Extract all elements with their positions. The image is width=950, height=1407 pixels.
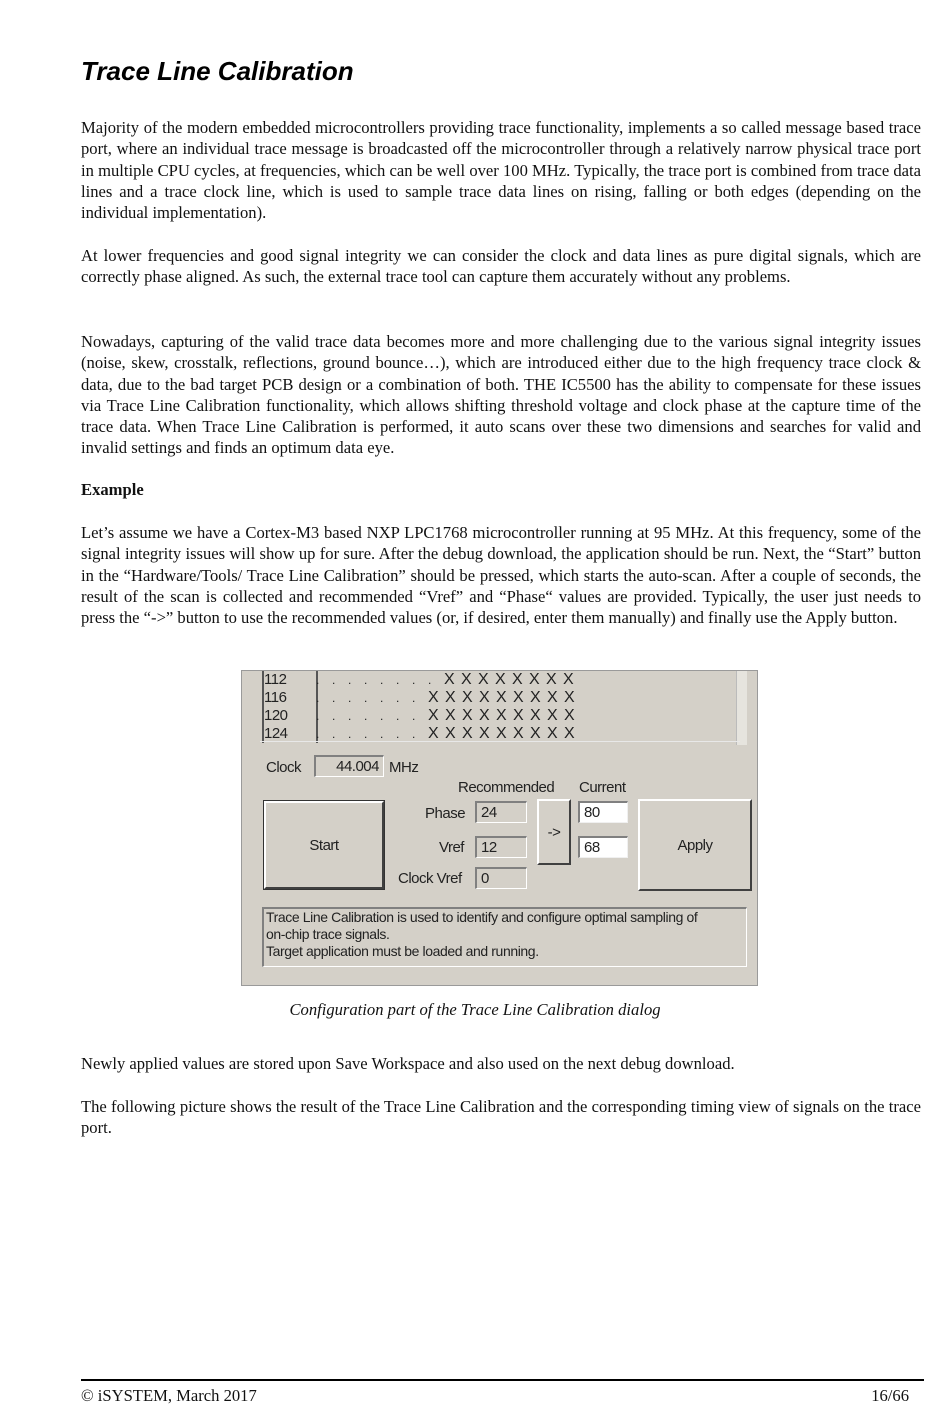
grid-cell-invalid: X xyxy=(564,689,575,706)
grid-cell-invalid: X xyxy=(547,689,558,706)
grid-cell-invalid: X xyxy=(445,689,456,706)
grid-cells xyxy=(316,689,581,707)
grid-cell-invalid: X xyxy=(563,671,574,688)
grid-cell-valid: . xyxy=(428,673,431,687)
info-line: Target application must be loaded and running. xyxy=(266,943,539,959)
grid-cells xyxy=(316,725,581,743)
grid-cell-invalid: X xyxy=(479,725,490,742)
grid-cell-valid: . xyxy=(396,673,399,687)
grid-cell-valid: . xyxy=(412,727,415,741)
grid-cell-valid: . xyxy=(364,709,367,723)
grid-row-label: 120 xyxy=(264,707,288,724)
grid-row-label: 124 xyxy=(264,725,288,742)
paragraph-low-frequency: At lower frequencies and good signal integrity we can consider the clock and data lines as pure digital signals, which are correctly phase aligned. As such, the external trace tool can capture them accurately without any problems. xyxy=(81,246,921,287)
grid-scrollbar[interactable] xyxy=(736,671,747,745)
grid-cell-invalid: X xyxy=(496,707,507,724)
page-number: 16/66 xyxy=(871,1386,909,1405)
grid-cell-invalid: X xyxy=(428,689,439,706)
grid-cell-invalid: X xyxy=(445,707,456,724)
vref-current-input[interactable]: 68 xyxy=(578,836,628,858)
phase-label: Phase xyxy=(425,805,466,822)
grid-cell-valid: . xyxy=(380,727,383,741)
copy-recommended-button[interactable]: -> xyxy=(537,799,571,865)
grid-cell-invalid: X xyxy=(462,689,473,706)
paragraph-save-workspace: Newly applied values are stored upon Save Workspace and also used on the next debug download. xyxy=(81,1054,735,1073)
grid-cell-invalid: X xyxy=(564,725,575,742)
grid-cells xyxy=(316,707,581,725)
grid-cell-valid: . xyxy=(332,673,335,687)
grid-row-label: 112 xyxy=(264,671,287,688)
grid-cell-valid: . xyxy=(364,673,367,687)
grid-cell-valid: . xyxy=(332,709,335,723)
info-line: Trace Line Calibration is used to identify and configure optimal sampling of xyxy=(266,909,698,925)
start-button[interactable]: Start xyxy=(264,801,384,889)
grid-cell-invalid: X xyxy=(444,671,455,688)
grid-cell-invalid: X xyxy=(445,725,456,742)
grid-cell-valid: . xyxy=(412,673,415,687)
grid-cell-valid: . xyxy=(332,727,335,741)
grid-cell-invalid: X xyxy=(512,671,523,688)
calibration-result-grid xyxy=(242,671,747,745)
grid-cell-invalid: X xyxy=(529,671,540,688)
footer-rule xyxy=(81,1379,924,1381)
example-heading: Example xyxy=(81,480,144,499)
grid-cell-invalid: X xyxy=(530,689,541,706)
grid-row-label: 116 xyxy=(264,689,287,706)
grid-cell-valid: . xyxy=(380,709,383,723)
clock-unit: MHz xyxy=(389,759,419,776)
phase-recommended-field: 24 xyxy=(475,801,527,823)
phase-current-input[interactable]: 80 xyxy=(578,801,628,823)
grid-cell-invalid: X xyxy=(495,671,506,688)
trace-calibration-dialog xyxy=(241,670,758,986)
grid-cell-valid: . xyxy=(348,691,351,705)
paragraph-example: Let’s assume we have a Cortex-M3 based NXP LPC1768 microcontroller running at 95 MHz. At this frequency, some of the signal integrity issues will show up for sure. After the debug download, the application should be run. Next, the “Start” button in the “Hardware/Tools/ Trace Line Calibration” should be pressed, which starts the auto-scan. After a couple of seconds, the result of the scan is collected and recommended “Vref” and “Phase“ values are provided. Typically, the user just needs to press the “->” button to use the recommended values (or, if desired, enter them manually) and finally use the Apply button. xyxy=(81,523,921,628)
grid-cells xyxy=(316,671,580,689)
grid-cell-invalid: X xyxy=(546,671,557,688)
current-header: Current xyxy=(579,779,626,796)
grid-cell-valid: . xyxy=(364,727,367,741)
grid-cell-valid: . xyxy=(396,727,399,741)
grid-cell-valid: . xyxy=(348,727,351,741)
grid-cell-valid: . xyxy=(396,709,399,723)
grid-cell-invalid: X xyxy=(547,725,558,742)
grid-cell-invalid: X xyxy=(496,689,507,706)
grid-cell-valid: . xyxy=(364,691,367,705)
grid-cell-valid: . xyxy=(332,691,335,705)
grid-cell-invalid: X xyxy=(428,725,439,742)
grid-cell-invalid: X xyxy=(496,725,507,742)
vref-label: Vref xyxy=(439,839,464,856)
grid-cell-invalid: X xyxy=(479,707,490,724)
grid-cell-valid: . xyxy=(380,673,383,687)
grid-cell-invalid: X xyxy=(513,689,524,706)
grid-cell-valid: . xyxy=(396,691,399,705)
grid-cell-invalid: X xyxy=(530,725,541,742)
grid-cell-invalid: X xyxy=(513,707,524,724)
clock-label: Clock xyxy=(266,759,302,776)
grid-cell-valid: . xyxy=(316,691,319,705)
figure-caption: Configuration part of the Trace Line Calibration dialog xyxy=(289,1000,661,1019)
apply-button[interactable]: Apply xyxy=(638,799,752,891)
grid-cell-valid: . xyxy=(412,691,415,705)
grid-cell-valid: . xyxy=(316,727,319,741)
paragraph-intro: Majority of the modern embedded microcontrollers providing trace functionality, implements a so called message based trace port, where an individual trace message is broadcasted off the microcontroller through a relatively narrow physical trace port in multiple CPU cycles, at frequencies, which can be well over 100 MHz. Typically, the trace port is combined from trace data lines and a trace clock line, which is used to sample trace data lines on rising, falling or both edges (depending on the individual implementation). xyxy=(81,118,921,223)
clock-vref-field: 0 xyxy=(475,867,527,889)
clock-vref-label: Clock Vref xyxy=(398,870,462,887)
grid-cell-invalid: X xyxy=(479,689,490,706)
footer-copyright: © iSYSTEM, March 2017 xyxy=(81,1386,257,1405)
grid-cell-invalid: X xyxy=(547,707,558,724)
grid-cell-invalid: X xyxy=(513,725,524,742)
grid-cell-invalid: X xyxy=(478,671,489,688)
grid-cell-invalid: X xyxy=(461,671,472,688)
grid-cell-valid: . xyxy=(348,673,351,687)
recommended-header: Recommended xyxy=(458,779,555,796)
grid-cell-valid: . xyxy=(316,673,319,687)
grid-cell-invalid: X xyxy=(428,707,439,724)
grid-cell-invalid: X xyxy=(462,707,473,724)
grid-cell-invalid: X xyxy=(530,707,541,724)
grid-cell-invalid: X xyxy=(564,707,575,724)
paragraph-following-picture: The following picture shows the result of the Trace Line Calibration and the corresponding timing view of signals on the trace port. xyxy=(81,1097,921,1138)
grid-cell-valid: . xyxy=(316,709,319,723)
clock-value-field: 44.004 xyxy=(314,755,384,777)
vref-recommended-field: 12 xyxy=(475,836,527,858)
info-line: on-chip trace signals. xyxy=(266,926,390,942)
paragraph-signal-integrity: Nowadays, capturing of the valid trace data becomes more and more challenging due to the various signal integrity issues (noise, skew, crosstalk, reflections, ground bounce…), which are introduced either due to the high frequency trace clock & data, due to the bad target PCB design or a combination of both. THE IC5500 has the ability to compensate for these issues via Trace Line Calibration functionality, which allows shifting threshold voltage and clock phase at the capture time of the trace data. When Trace Line Calibration is performed, it auto scans over these two dimensions and searches for valid and invalid settings and finds an optimum data eye. xyxy=(81,332,921,458)
grid-cell-valid: . xyxy=(348,709,351,723)
grid-cell-valid: . xyxy=(380,691,383,705)
grid-cell-invalid: X xyxy=(462,725,473,742)
grid-cell-valid: . xyxy=(412,709,415,723)
info-text-box xyxy=(262,907,747,967)
page-title: Trace Line Calibration xyxy=(81,56,354,86)
